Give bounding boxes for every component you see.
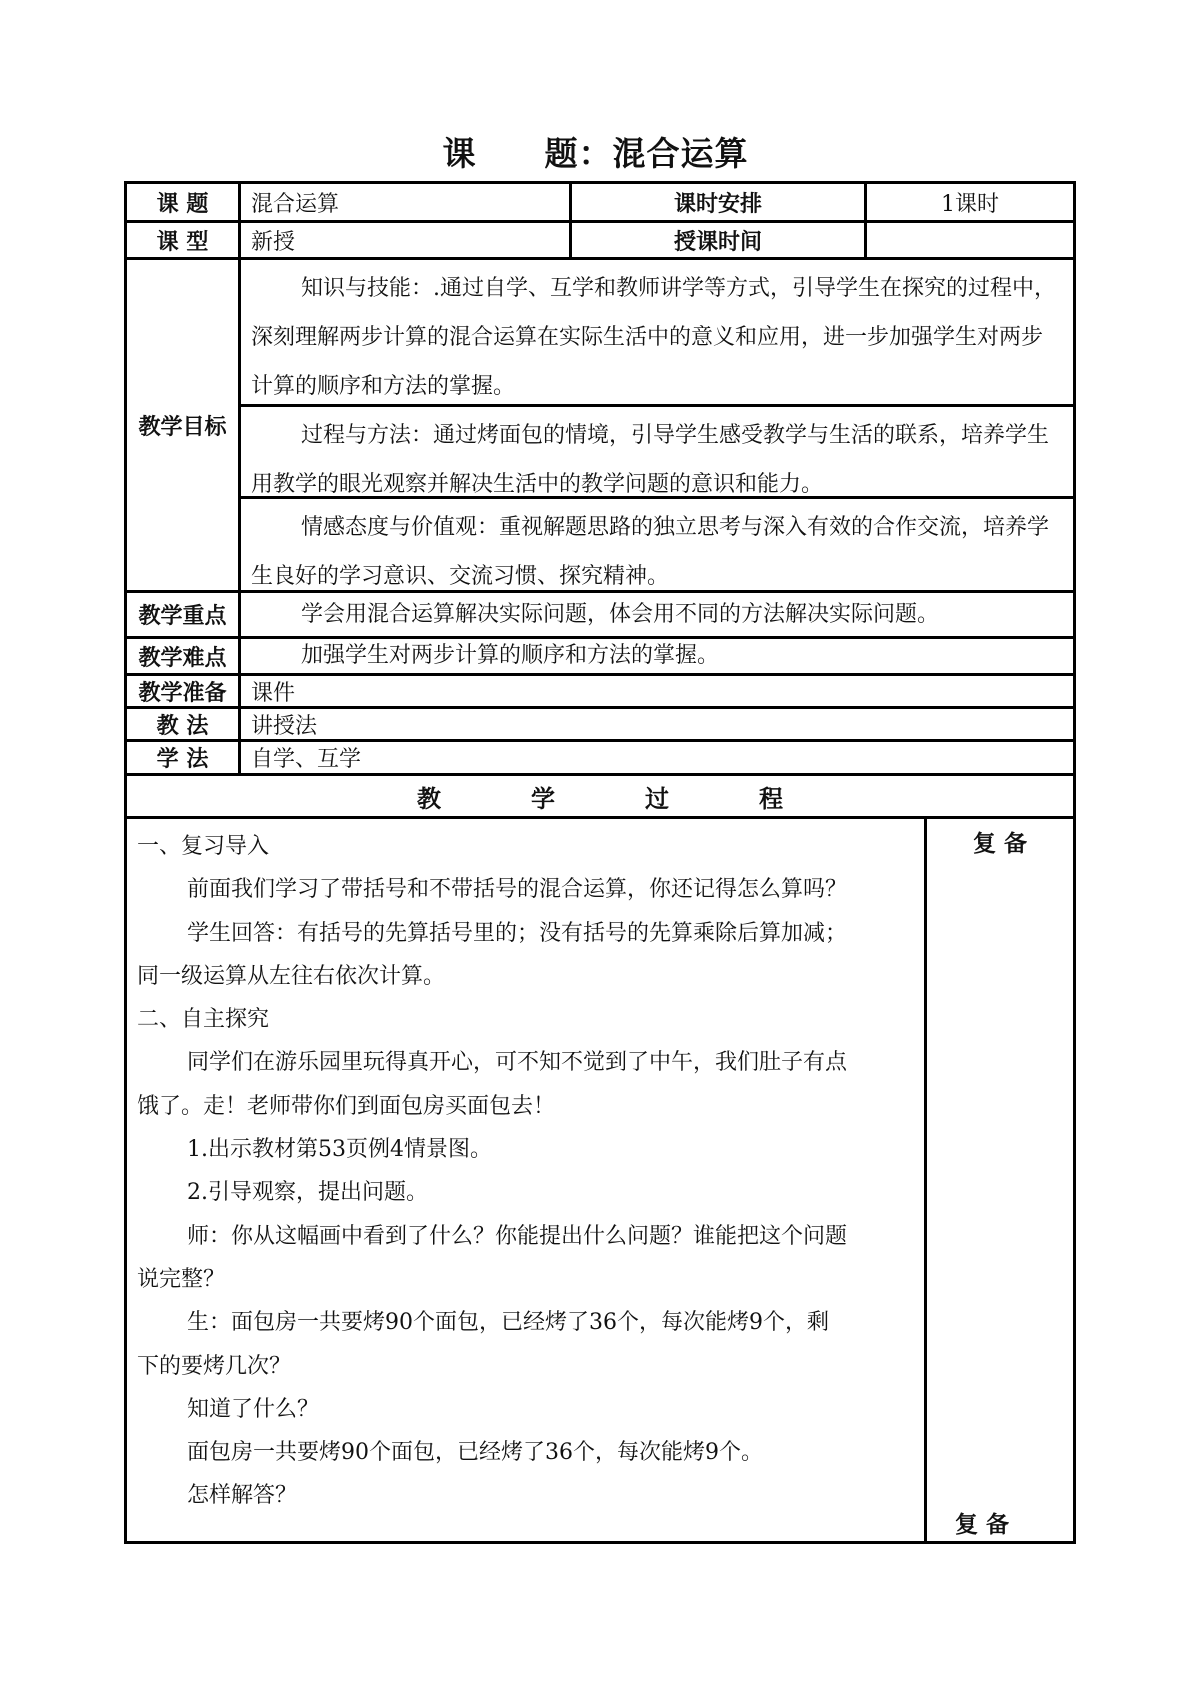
type-label: 课 型 (127, 223, 241, 257)
process-line: 前面我们学习了带括号和不带括号的混合运算，你还记得怎么算吗？ (187, 877, 848, 903)
process-line: 说完整？ (137, 1266, 226, 1292)
process-line: 饿了。走！老师带你们到面包房买面包去！ (137, 1093, 556, 1119)
preparation-row (127, 676, 1073, 709)
process-body (127, 819, 1073, 1541)
process-heading-char: 学 (531, 784, 555, 813)
process-line: 师：你从这幅画中看到了什么？你能提出什么问题？谁能把这个问题 (187, 1223, 848, 1249)
learning-method-label: 学 法 (127, 742, 241, 773)
learning-method-value: 自学、互学 (251, 747, 362, 772)
topic-row (127, 184, 1073, 223)
process-heading-char: 过 (645, 784, 669, 813)
learning-method-row (127, 742, 1073, 776)
process-line: 面包房一共要烤90个面包，已经烤了36个，每次能烤9个。 (187, 1440, 763, 1466)
time-label: 授课时间 (572, 223, 867, 257)
process-line: 怎样解答？ (187, 1483, 298, 1509)
type-value: 新授 (241, 223, 572, 257)
process-line: 生：面包房一共要烤90个面包，已经烤了36个，每次能烤9个，剩 (187, 1310, 829, 1336)
key-points-value: 学会用混合运算解决实际问题，体会用不同的方法解决实际问题。 (301, 602, 940, 627)
teaching-method-row (127, 709, 1073, 742)
review-label-top: 复 备 (972, 831, 1027, 857)
difficulties-value: 加强学生对两步计算的顺序和方法的掌握。 (301, 643, 720, 668)
process-line: 下的要烤几次？ (137, 1353, 292, 1379)
review-label-bottom: 复 备 (955, 1512, 1010, 1538)
process-heading-char: 教 (417, 784, 441, 813)
process-line: 学生回答：有括号的先算括号里的；没有括号的先算乘除后算加减； (187, 920, 848, 946)
objective-knowledge: 知识与技能：.通过自学、互学和教师讲学等方式，引导学生在探究的过程中，深刻理解两步计算的混合运算在实际生活中的意义和应用，进一步加强学生对两步计算的顺序和方法的掌握。 (241, 260, 1073, 407)
hours-value: 1课时 (941, 191, 999, 217)
objectives-label: 教学目标 (127, 260, 241, 590)
objectives-row (127, 260, 1073, 593)
lesson-plan-table (124, 181, 1076, 1544)
objective-process: 过程与方法：通过烤面包的情境，引导学生感受教学与生活的联系，培养学生用教学的眼光观察并解决生活中的教学问题的意识和能力。 (241, 407, 1073, 499)
process-heading-char: 程 (759, 784, 783, 813)
teaching-method-label: 教 法 (127, 709, 241, 739)
preparation-label: 教学准备 (127, 676, 241, 706)
process-heading (127, 776, 1073, 819)
process-text (127, 819, 927, 1541)
process-line: 1.出示教材第53页例4情景图。 (187, 1137, 492, 1163)
hours-label: 课时安排 (572, 184, 867, 220)
process-line: 同学们在游乐园里玩得真开心，可不知不觉到了中午，我们肚子有点 (187, 1050, 848, 1076)
objectives-content (241, 260, 1073, 590)
process-line: 同一级运算从左往右依次计算。 (137, 963, 446, 989)
page-title: 课 题：混合运算 (442, 134, 749, 173)
difficulties-row (127, 639, 1073, 676)
topic-value: 混合运算 (241, 184, 572, 220)
topic-label: 课 题 (127, 184, 241, 220)
process-line: 一、复习导入 (137, 834, 270, 859)
objective-attitude: 情感态度与价值观：重视解题思路的独立思考与深入有效的合作交流，培养学生良好的学习意识、交流习惯、探究精神。 (251, 515, 1050, 589)
preparation-value: 课件 (251, 680, 296, 706)
time-value (867, 223, 1073, 257)
difficulties-label: 教学难点 (127, 639, 241, 673)
type-row (127, 223, 1073, 260)
key-points-label: 教学重点 (127, 593, 241, 636)
process-line: 2.引导观察，提出问题。 (187, 1180, 428, 1206)
key-points-row (127, 593, 1073, 639)
process-line: 二、自主探究 (137, 1007, 270, 1033)
teaching-method-value: 讲授法 (251, 713, 318, 739)
process-line: 知道了什么？ (187, 1396, 320, 1422)
